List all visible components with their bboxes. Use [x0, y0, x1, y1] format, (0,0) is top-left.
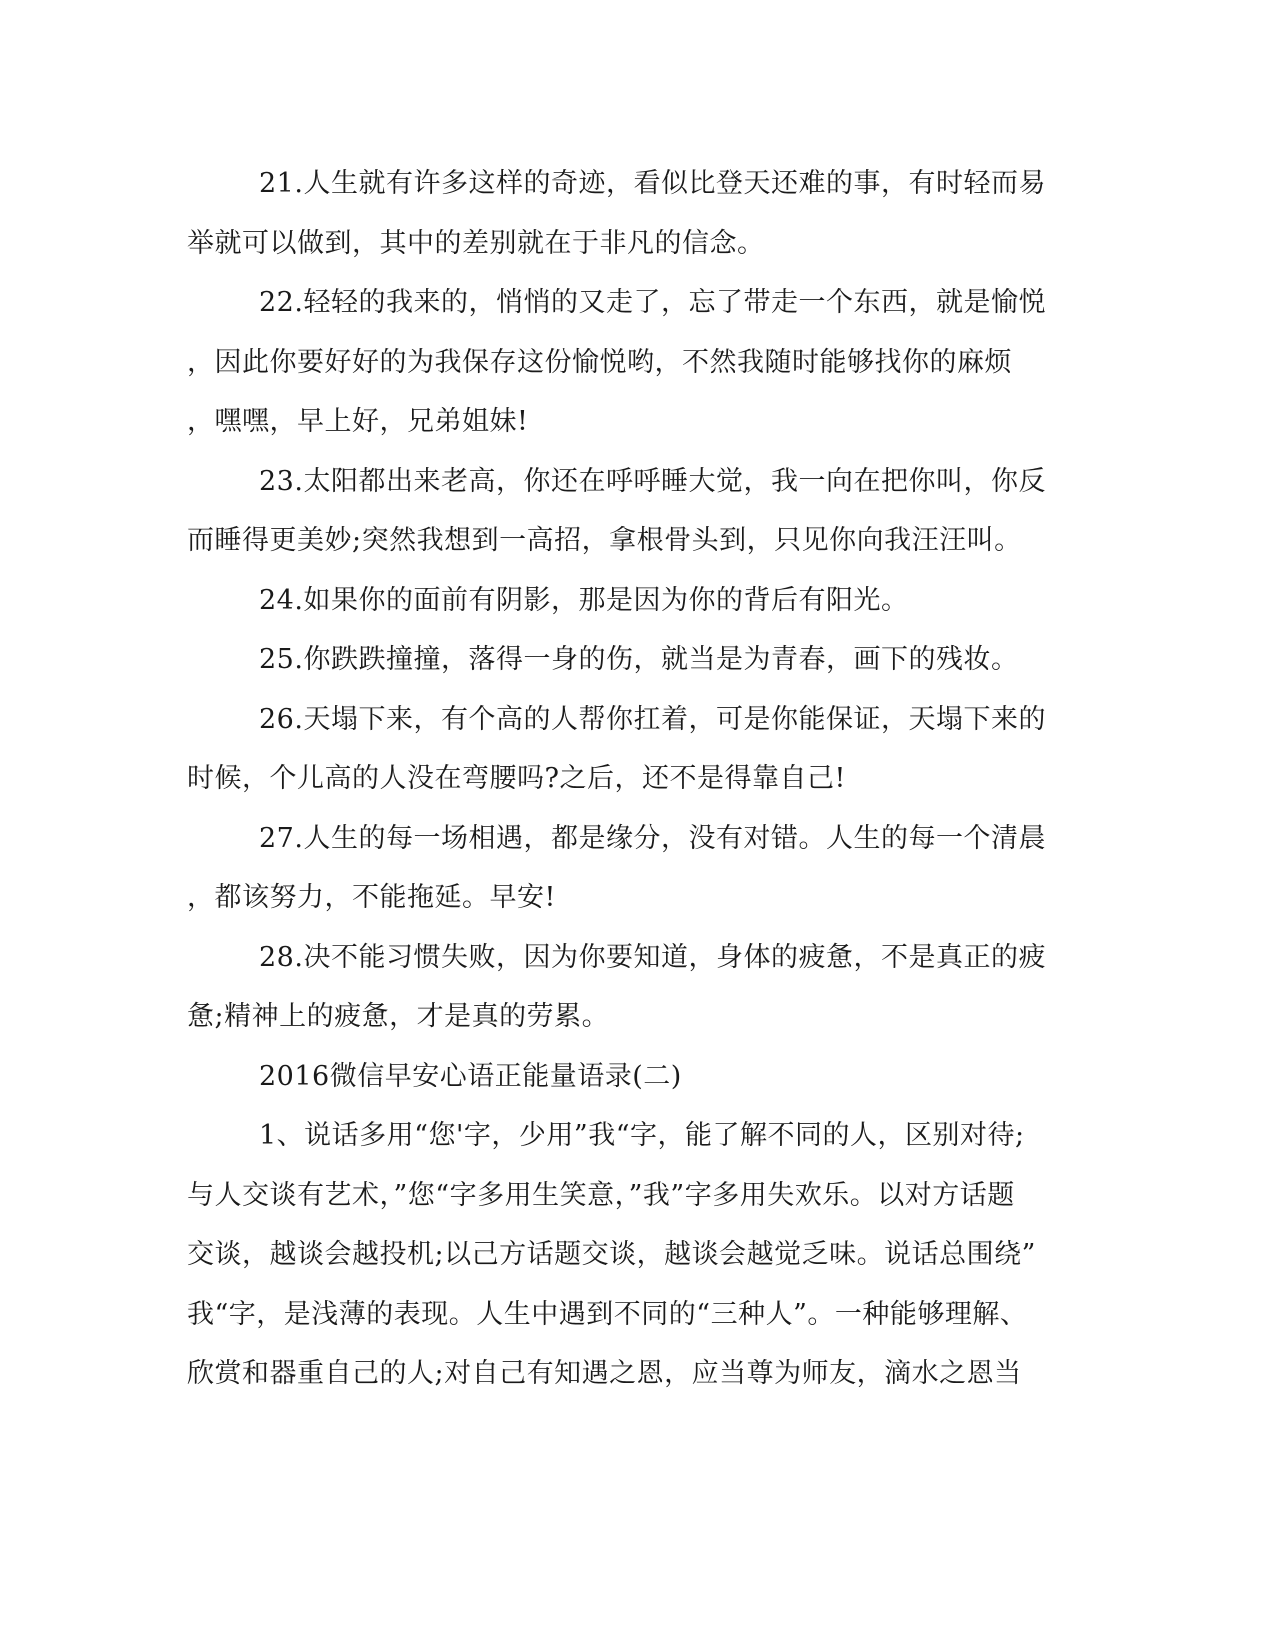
text-line: 举就可以做到，其中的差别就在于非凡的信念。 — [187, 227, 765, 259]
text-line: ，因此你要好好的为我保存这份愉悦哟，不然我随时能够找你的麻烦 — [187, 346, 1012, 378]
paragraph-section2-1 — [187, 1106, 1087, 1404]
text-line: 交谈，越谈会越投机;以己方话题交谈，越谈会越觉乏味。说话总围绕” — [187, 1239, 1036, 1270]
paragraph-21 — [187, 154, 1087, 273]
text-line: 26.天塌下来，有个高的人帮你扛着，可是你能保证，天塌下来的 — [259, 703, 1046, 735]
paragraph-27 — [187, 809, 1087, 928]
text-line: 25.你跌跌撞撞，落得一身的伤，就当是为青春，画下的残妆。 — [259, 644, 1019, 675]
document-body — [187, 154, 1087, 1404]
text-line: 23.太阳都出来老高，你还在呼呼睡大觉，我一向在把你叫，你反 — [259, 465, 1046, 497]
section-title: 2016微信早安心语正能量语录(二) — [259, 1060, 682, 1092]
text-line: 惫;精神上的疲惫，才是真的劳累。 — [187, 1001, 610, 1032]
text-line: 而睡得更美妙;突然我想到一高招，拿根骨头到，只见你向我汪汪叫。 — [187, 525, 1022, 556]
paragraph-24 — [187, 571, 1087, 631]
text-line: 28.决不能习惯失败，因为你要知道，身体的疲惫，不是真正的疲 — [259, 941, 1046, 973]
section-heading — [187, 1047, 1087, 1107]
text-line: ，嘿嘿，早上好，兄弟姐妹! — [187, 406, 529, 437]
text-line: 27.人生的每一场相遇，都是缘分，没有对错。人生的每一个清晨 — [259, 822, 1046, 854]
text-line: 22.轻轻的我来的，悄悄的又走了，忘了带走一个东西，就是愉悦 — [259, 287, 1046, 318]
paragraph-28 — [187, 928, 1087, 1047]
paragraph-23 — [187, 452, 1087, 571]
text-line: 与人交谈有艺术，”您“字多用生笑意，”我”字多用失欢乐。以对方话题 — [187, 1179, 1015, 1211]
text-line: ，都该努力，不能拖延。早安! — [187, 882, 556, 913]
text-line: 24.如果你的面前有阴影，那是因为你的背后有阳光。 — [259, 584, 909, 616]
text-line: 21.人生就有许多这样的奇迹，看似比登天还难的事，有时轻而易 — [259, 168, 1046, 199]
text-line: 我“字，是浅薄的表现。人生中遇到不同的“三种人”。一种能够理解、 — [187, 1298, 1028, 1330]
paragraph-26 — [187, 690, 1087, 809]
paragraph-25 — [187, 630, 1087, 690]
text-line: 时候，个儿高的人没在弯腰吗?之后，还不是得靠自己! — [187, 763, 846, 794]
text-line: 欣赏和器重自己的人;对自己有知遇之恩，应当尊为师友，滴水之恩当 — [187, 1358, 1022, 1389]
paragraph-22 — [187, 273, 1087, 452]
text-line: 1、说话多用“您'字，少用”我“字，能了解不同的人，区别对待; — [259, 1120, 1025, 1151]
